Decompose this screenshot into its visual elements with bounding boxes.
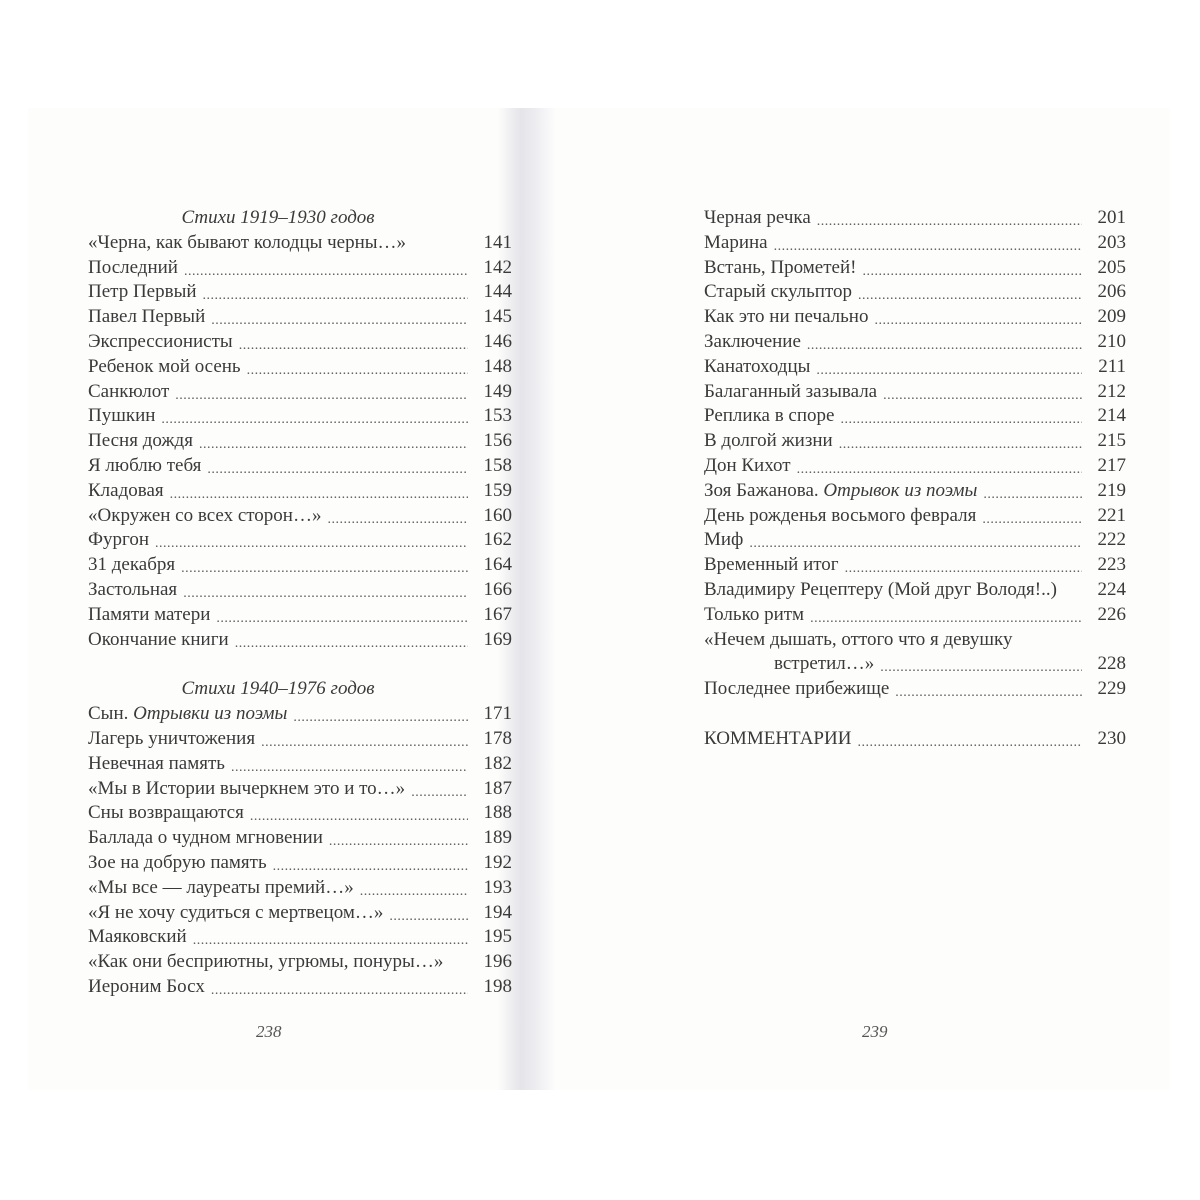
- toc-entry-title: [88, 528, 155, 553]
- toc-entry-page: 219: [1097, 479, 1126, 501]
- toc-entry-title: [704, 231, 774, 256]
- toc-entry: [88, 380, 512, 405]
- dot-leader: [982, 506, 1082, 524]
- toc-entry-text: Марина: [704, 231, 768, 253]
- dot-leader: [170, 481, 468, 499]
- toc-entry-text: Я люблю тебя: [88, 454, 202, 476]
- toc-entry: [88, 330, 512, 355]
- dot-leader: [184, 258, 468, 276]
- dot-leader: [817, 208, 1082, 226]
- toc-entry-title: [88, 454, 207, 479]
- toc-entry-page: 221: [1097, 504, 1126, 526]
- toc-entry-text: «Как они бесприютны, угрюмы, понуры…»: [88, 951, 444, 973]
- toc-entry-title: [88, 330, 239, 355]
- toc-section-1919-1930: [88, 231, 512, 653]
- toc-entry-title: [88, 826, 329, 851]
- dot-leader: [327, 506, 468, 524]
- toc-entry-page: 142: [483, 256, 512, 278]
- toc-entry-title: [704, 256, 862, 281]
- section-gap: [88, 652, 512, 677]
- toc-entry-text: Петр Первый: [88, 281, 197, 303]
- toc-entry: [704, 553, 1126, 578]
- toc-entry-page: 214: [1097, 405, 1126, 427]
- toc-entry-page: 164: [483, 554, 512, 576]
- toc-entry: [704, 380, 1126, 405]
- toc-entry: [704, 429, 1126, 454]
- toc-entry-title: [704, 628, 1082, 653]
- toc-entry-text: Реплика в споре: [704, 405, 835, 427]
- toc-entry-page: 228: [1097, 653, 1126, 675]
- toc-entry-title: [88, 355, 247, 380]
- toc-entry-title: [704, 603, 810, 628]
- toc-entry-page: 156: [483, 430, 512, 452]
- toc-entry-title: [704, 206, 817, 231]
- dot-leader: [181, 555, 468, 573]
- toc-entry-title: [704, 578, 1082, 603]
- toc-entry-title: [88, 429, 199, 454]
- toc-entry: [704, 256, 1126, 281]
- dot-leader: [983, 481, 1082, 499]
- toc-entry-title: [88, 925, 193, 950]
- toc-entry: [704, 652, 1126, 677]
- toc-entry-page: 201: [1097, 207, 1126, 228]
- toc-entry-text: Ребенок мой осень: [88, 355, 241, 377]
- toc-entry-text: Канатоходцы: [704, 355, 811, 377]
- toc-entry-subtitle: Отрывок из поэмы: [823, 479, 978, 501]
- toc-entry-page: 193: [483, 876, 512, 898]
- toc-entry-title: [704, 652, 880, 677]
- dot-leader: [293, 704, 468, 722]
- toc-entry-page: 195: [483, 926, 512, 948]
- toc-entry-page: 160: [483, 504, 512, 526]
- left-page-toc: [88, 206, 512, 1000]
- toc-entry: [88, 925, 512, 950]
- dot-leader: [880, 654, 1082, 672]
- toc-entry-title: [704, 380, 883, 405]
- toc-entry-page: 192: [483, 851, 512, 873]
- toc-entry-title: [704, 677, 895, 702]
- dot-leader: [239, 332, 468, 350]
- toc-entry-text: Пушкин: [88, 405, 156, 427]
- dot-leader: [235, 630, 468, 648]
- toc-entry: [88, 876, 512, 901]
- toc-entry-comments: [704, 727, 1126, 752]
- toc-entry-page: 189: [483, 827, 512, 849]
- toc-entry-page: 188: [483, 802, 512, 824]
- toc-entry-page: 187: [483, 777, 512, 799]
- dot-leader: [161, 406, 468, 424]
- toc-entry-text: «Нечем дышать, оттого что я девушку: [704, 628, 1013, 650]
- toc-entry-title: [704, 553, 845, 578]
- toc-entry-text: Сын.: [88, 703, 129, 725]
- toc-entry-title: [88, 305, 211, 330]
- dot-leader: [797, 456, 1082, 474]
- dot-leader: [211, 977, 468, 995]
- section-gap: [704, 702, 1126, 727]
- dot-leader: [883, 382, 1082, 400]
- toc-entry: [88, 280, 512, 305]
- toc-entry-text: День рожденья восьмого февраля: [704, 504, 977, 526]
- toc-entry-title: [704, 454, 797, 479]
- toc-entry: [88, 752, 512, 777]
- toc-entry-page: 153: [483, 405, 512, 427]
- toc-entry: [704, 206, 1126, 231]
- toc-entry-page: 162: [483, 529, 512, 551]
- toc-entry-title: [88, 975, 211, 1000]
- toc-entry-title: [88, 280, 203, 305]
- toc-entry-title: [704, 355, 816, 380]
- toc-entry-title: [88, 950, 468, 975]
- toc-entry-page: 169: [483, 628, 512, 650]
- toc-entry: [88, 454, 512, 479]
- toc-entry-page: 196: [483, 951, 512, 973]
- dot-leader: [389, 903, 468, 921]
- dot-leader: [250, 803, 468, 821]
- toc-entry-page: 212: [1097, 380, 1126, 402]
- toc-entry-text: «Мы все — лауреаты премий…»: [88, 876, 354, 898]
- dot-leader: [839, 431, 1082, 449]
- dot-leader: [774, 233, 1082, 251]
- toc-entry: [88, 975, 512, 1000]
- dot-leader: [216, 605, 468, 623]
- toc-entry: [88, 578, 512, 603]
- toc-entry-title: [88, 876, 360, 901]
- toc-entry-text: Встань, Прометей!: [704, 256, 857, 278]
- toc-entry-title: [704, 528, 749, 553]
- toc-entry-title: [88, 628, 235, 653]
- toc-entry: [704, 528, 1126, 553]
- toc-entry-page: 178: [483, 727, 512, 749]
- toc-entry-text: Владимиру Рецептеру (Мой друг Володя!..): [704, 578, 1057, 600]
- toc-entry-text: Последнее прибежище: [704, 678, 890, 700]
- toc-entry-text: Как это ни печально: [704, 306, 869, 328]
- toc-entry-title: [88, 578, 183, 603]
- toc-entry-title: [88, 380, 175, 405]
- toc-entry: [704, 231, 1126, 256]
- dot-leader: [874, 307, 1082, 325]
- toc-entry-title: [88, 702, 293, 727]
- dot-leader: [329, 828, 468, 846]
- toc-entry-title: [88, 479, 170, 504]
- toc-entry-title: [88, 901, 389, 926]
- toc-entry-page: 146: [483, 330, 512, 352]
- toc-entry: [88, 826, 512, 851]
- toc-entry-page: 206: [1097, 281, 1126, 303]
- toc-entry-title: [704, 504, 982, 529]
- toc-entry-text: Зое на добрую память: [88, 851, 267, 873]
- toc-entry-subtitle: Отрывки из поэмы: [133, 703, 288, 725]
- toc-entry-title: [88, 404, 161, 429]
- toc-entry-title: [88, 553, 181, 578]
- toc-entry: [704, 504, 1126, 529]
- section-title: Стихи 1940–1976 годов: [181, 678, 375, 700]
- toc-entry-title: [704, 330, 807, 355]
- toc-entry-page: 226: [1097, 603, 1126, 625]
- toc-entry-title: [88, 727, 261, 752]
- toc-entry-page: 223: [1097, 554, 1126, 576]
- toc-entry-text: Балаганный зазывала: [704, 380, 878, 402]
- dot-leader: [247, 357, 468, 375]
- toc-entry-text: Баллада о чудном мгновении: [88, 827, 323, 849]
- toc-entry: [88, 429, 512, 454]
- toc-section-1940-1976: [88, 702, 512, 1000]
- dot-leader: [199, 431, 468, 449]
- toc-entry-text: «Окружен со всех сторон…»: [88, 504, 322, 526]
- toc-entry: [88, 231, 512, 256]
- toc-entry-title: [704, 404, 840, 429]
- toc-entry-text: Маяковский: [88, 926, 187, 948]
- toc-entry-title: [88, 851, 273, 876]
- toc-entry-text: Санкюлот: [88, 380, 170, 402]
- dot-leader: [840, 406, 1082, 424]
- section-title: Стихи 1919–1930 годов: [181, 207, 375, 228]
- toc-entry-text: Дон Кихот: [704, 454, 791, 476]
- toc-entry-page: 166: [483, 578, 512, 600]
- dot-leader: [862, 258, 1082, 276]
- dot-leader: [183, 580, 468, 598]
- toc-entry: [704, 305, 1126, 330]
- toc-entry-text: Временный итог: [704, 554, 839, 576]
- toc-entry: [88, 479, 512, 504]
- toc-entry-page: 171: [483, 703, 512, 725]
- toc-entry-text: «Черна, как бывают колодцы черны…»: [88, 231, 407, 253]
- toc-entry-page: 215: [1097, 430, 1126, 452]
- page-number-right: 239: [862, 1022, 888, 1041]
- toc-entry-page: 148: [483, 355, 512, 377]
- toc-entry: [704, 628, 1126, 653]
- toc-entry-page: 229: [1097, 678, 1126, 700]
- toc-entry: [88, 801, 512, 826]
- toc-entry-page: 149: [483, 380, 512, 402]
- dot-leader: [203, 282, 469, 300]
- dot-leader: [807, 332, 1082, 350]
- toc-entry-text: Старый скульптор: [704, 281, 853, 303]
- dot-leader: [175, 382, 468, 400]
- toc-entry-title: [88, 256, 184, 281]
- toc-entry-page: 203: [1097, 231, 1126, 253]
- toc-entry-title: [704, 479, 983, 504]
- dot-leader: [845, 555, 1082, 573]
- toc-entry: [88, 777, 512, 802]
- dot-leader: [193, 927, 468, 945]
- toc-entry-title: [88, 752, 231, 777]
- toc-entry-text: Зоя Бажанова.: [704, 479, 819, 501]
- toc-entry: [88, 950, 512, 975]
- dot-leader: [261, 729, 468, 747]
- toc-entry-text: Лагерь уничтожения: [88, 727, 256, 749]
- dot-leader: [749, 530, 1082, 548]
- dot-leader: [207, 456, 468, 474]
- toc-entry: [88, 628, 512, 653]
- toc-entry: [88, 256, 512, 281]
- dot-leader: [231, 754, 468, 772]
- toc-entry-text: Павел Первый: [88, 306, 206, 328]
- toc-entry: [88, 355, 512, 380]
- toc-section-continued: [704, 206, 1126, 702]
- toc-entry-text: Заключение: [704, 330, 801, 352]
- toc-entry-page: 158: [483, 454, 512, 476]
- toc-entry-text: Застольная: [88, 578, 178, 600]
- toc-entry-page: 209: [1097, 306, 1126, 328]
- toc-entry-text: Последний: [88, 256, 178, 278]
- page-number-left: 238: [256, 1022, 282, 1041]
- toc-entry: [704, 677, 1126, 702]
- toc-entry-title: [704, 280, 858, 305]
- toc-entry-title: [88, 231, 468, 256]
- toc-entry-text: Окончание книги: [88, 628, 229, 650]
- toc-entry-page: 230: [1097, 727, 1126, 749]
- toc-entry-page: 144: [483, 281, 512, 303]
- toc-entry-text: «Я не хочу судиться с мертвецом…»: [88, 901, 384, 923]
- toc-entry-title: [88, 777, 411, 802]
- right-page-toc: [704, 206, 1126, 752]
- toc-entry-text: Иероним Босх: [88, 975, 205, 997]
- toc-entry-page: 167: [483, 603, 512, 625]
- toc-entry: [704, 578, 1126, 603]
- toc-entry-title: [88, 603, 216, 628]
- toc-entry-text: «Мы в Истории вычеркнем это и то…»: [88, 777, 406, 799]
- toc-entry: [704, 479, 1126, 504]
- toc-entry-page: 205: [1097, 256, 1126, 278]
- dot-leader: [360, 878, 468, 896]
- toc-entry-text: 31 декабря: [88, 554, 176, 576]
- toc-entry-text: В долгой жизни: [704, 430, 833, 452]
- toc-entry-page: 145: [483, 306, 512, 328]
- dot-leader: [411, 779, 468, 797]
- toc-entry-page: 217: [1097, 454, 1126, 476]
- toc-entry: [88, 504, 512, 529]
- dot-leader: [810, 605, 1082, 623]
- toc-entry: [88, 404, 512, 429]
- toc-entry: [704, 454, 1126, 479]
- toc-entry-page: 211: [1098, 355, 1126, 377]
- toc-entry-page: 159: [483, 479, 512, 501]
- toc-entry-text: Только ритм: [704, 603, 805, 625]
- toc-entry: [704, 280, 1126, 305]
- dot-leader: [895, 679, 1082, 697]
- toc-entry: [88, 553, 512, 578]
- toc-entry: [88, 528, 512, 553]
- dot-leader: [816, 357, 1082, 375]
- toc-entry-text: встретил…»: [774, 653, 875, 675]
- toc-entry: [88, 901, 512, 926]
- toc-entry-page: 224: [1097, 578, 1126, 600]
- toc-entry-page: 222: [1097, 529, 1126, 551]
- toc-entry-page: 141: [483, 231, 512, 253]
- toc-entry-text: Черная речка: [704, 207, 811, 228]
- toc-entry-page: 182: [483, 752, 512, 774]
- toc-entry: [704, 404, 1126, 429]
- dot-leader: [857, 729, 1082, 747]
- toc-entry-page: 210: [1097, 330, 1126, 352]
- toc-entry-text: Экспрессионисты: [88, 330, 233, 352]
- toc-entry-page: 194: [483, 901, 512, 923]
- toc-entry-page: 198: [483, 975, 512, 997]
- toc-entry: [88, 702, 512, 727]
- dot-leader: [155, 530, 468, 548]
- toc-entry: [704, 330, 1126, 355]
- dot-leader: [273, 853, 468, 871]
- toc-entry-text: Фургон: [88, 529, 149, 551]
- toc-entry: [704, 603, 1126, 628]
- toc-entry: [88, 727, 512, 752]
- toc-entry-title: [704, 305, 874, 330]
- toc-entry: [704, 355, 1126, 380]
- toc-entry: [88, 603, 512, 628]
- toc-entry-title: [704, 429, 839, 454]
- toc-entry-text: Песня дождя: [88, 430, 193, 452]
- toc-entry-text: Кладовая: [88, 479, 164, 501]
- toc-entry-title: КОММЕНТАРИИ: [704, 727, 852, 749]
- toc-entry-title: [88, 504, 327, 529]
- toc-entry-text: Невечная память: [88, 752, 225, 774]
- toc-entry: [88, 851, 512, 876]
- dot-leader: [858, 282, 1082, 300]
- toc-entry-title: [88, 801, 250, 826]
- toc-entry: [88, 305, 512, 330]
- toc-entry-text: Памяти матери: [88, 603, 211, 625]
- toc-entry-text: Сны возвращаются: [88, 802, 244, 824]
- toc-entry-text: Миф: [704, 529, 744, 551]
- dot-leader: [211, 307, 468, 325]
